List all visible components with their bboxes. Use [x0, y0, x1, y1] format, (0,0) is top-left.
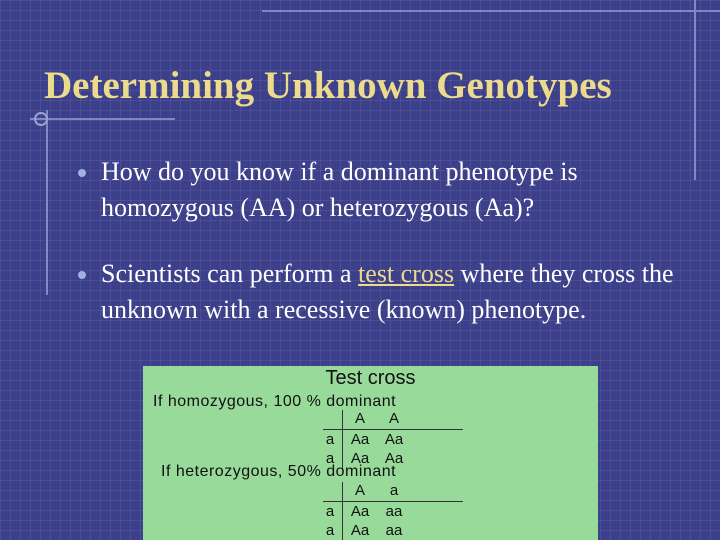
punnett-cell: aa: [385, 522, 403, 539]
punnett-side: a: [325, 522, 335, 539]
punnett-cell: Aa: [350, 450, 370, 467]
test-cross-figure: [143, 366, 598, 540]
punnett-cell: Aa: [350, 522, 370, 539]
bullet-text: [78, 256, 678, 328]
bullet-dot-icon: [78, 169, 86, 177]
punnett-header: a: [389, 482, 399, 499]
punnett-side: a: [325, 503, 335, 520]
punnett-square-heterozygous: [323, 482, 463, 540]
homozygous-label: If homozygous, 100 % dominant: [153, 393, 397, 410]
decorative-line: [46, 110, 48, 295]
test-cross-link[interactable]: test cross: [358, 259, 455, 288]
grid-line: [323, 501, 463, 502]
punnett-cell: aa: [385, 503, 403, 520]
bullet-text: How do you know if a dominant phenotype is homozygous (AA) or heterozygous (Aa)?: [101, 157, 578, 222]
grid-line: [323, 429, 463, 430]
bullet-text-after: where they cross the unknown with a recessive (known) phenotype.: [101, 259, 674, 324]
punnett-side: a: [325, 450, 335, 467]
decorative-line: [262, 10, 720, 12]
bullet-dot-icon: [78, 271, 86, 279]
punnett-header: A: [354, 410, 365, 427]
decorative-ring: [34, 112, 48, 126]
punnett-cell: Aa: [384, 431, 404, 448]
punnett-cell: Aa: [350, 503, 370, 520]
slide-title: Determining Unknown Genotypes: [44, 64, 612, 107]
decorative-line: [30, 118, 175, 120]
punnett-header: A: [388, 410, 399, 427]
punnett-cell: Aa: [384, 450, 404, 467]
bullet-text-before: Scientists can perform a: [101, 259, 359, 288]
bullet-item: [78, 154, 678, 226]
punnett-side: a: [325, 431, 335, 448]
heterozygous-label: If heterozygous, 50% dominant: [161, 463, 397, 480]
figure-title: Test cross: [325, 367, 416, 389]
punnett-square-homozygous: [323, 410, 463, 470]
punnett-header: A: [354, 482, 365, 499]
bullet-item: [78, 256, 678, 328]
punnett-cell: Aa: [350, 431, 370, 448]
